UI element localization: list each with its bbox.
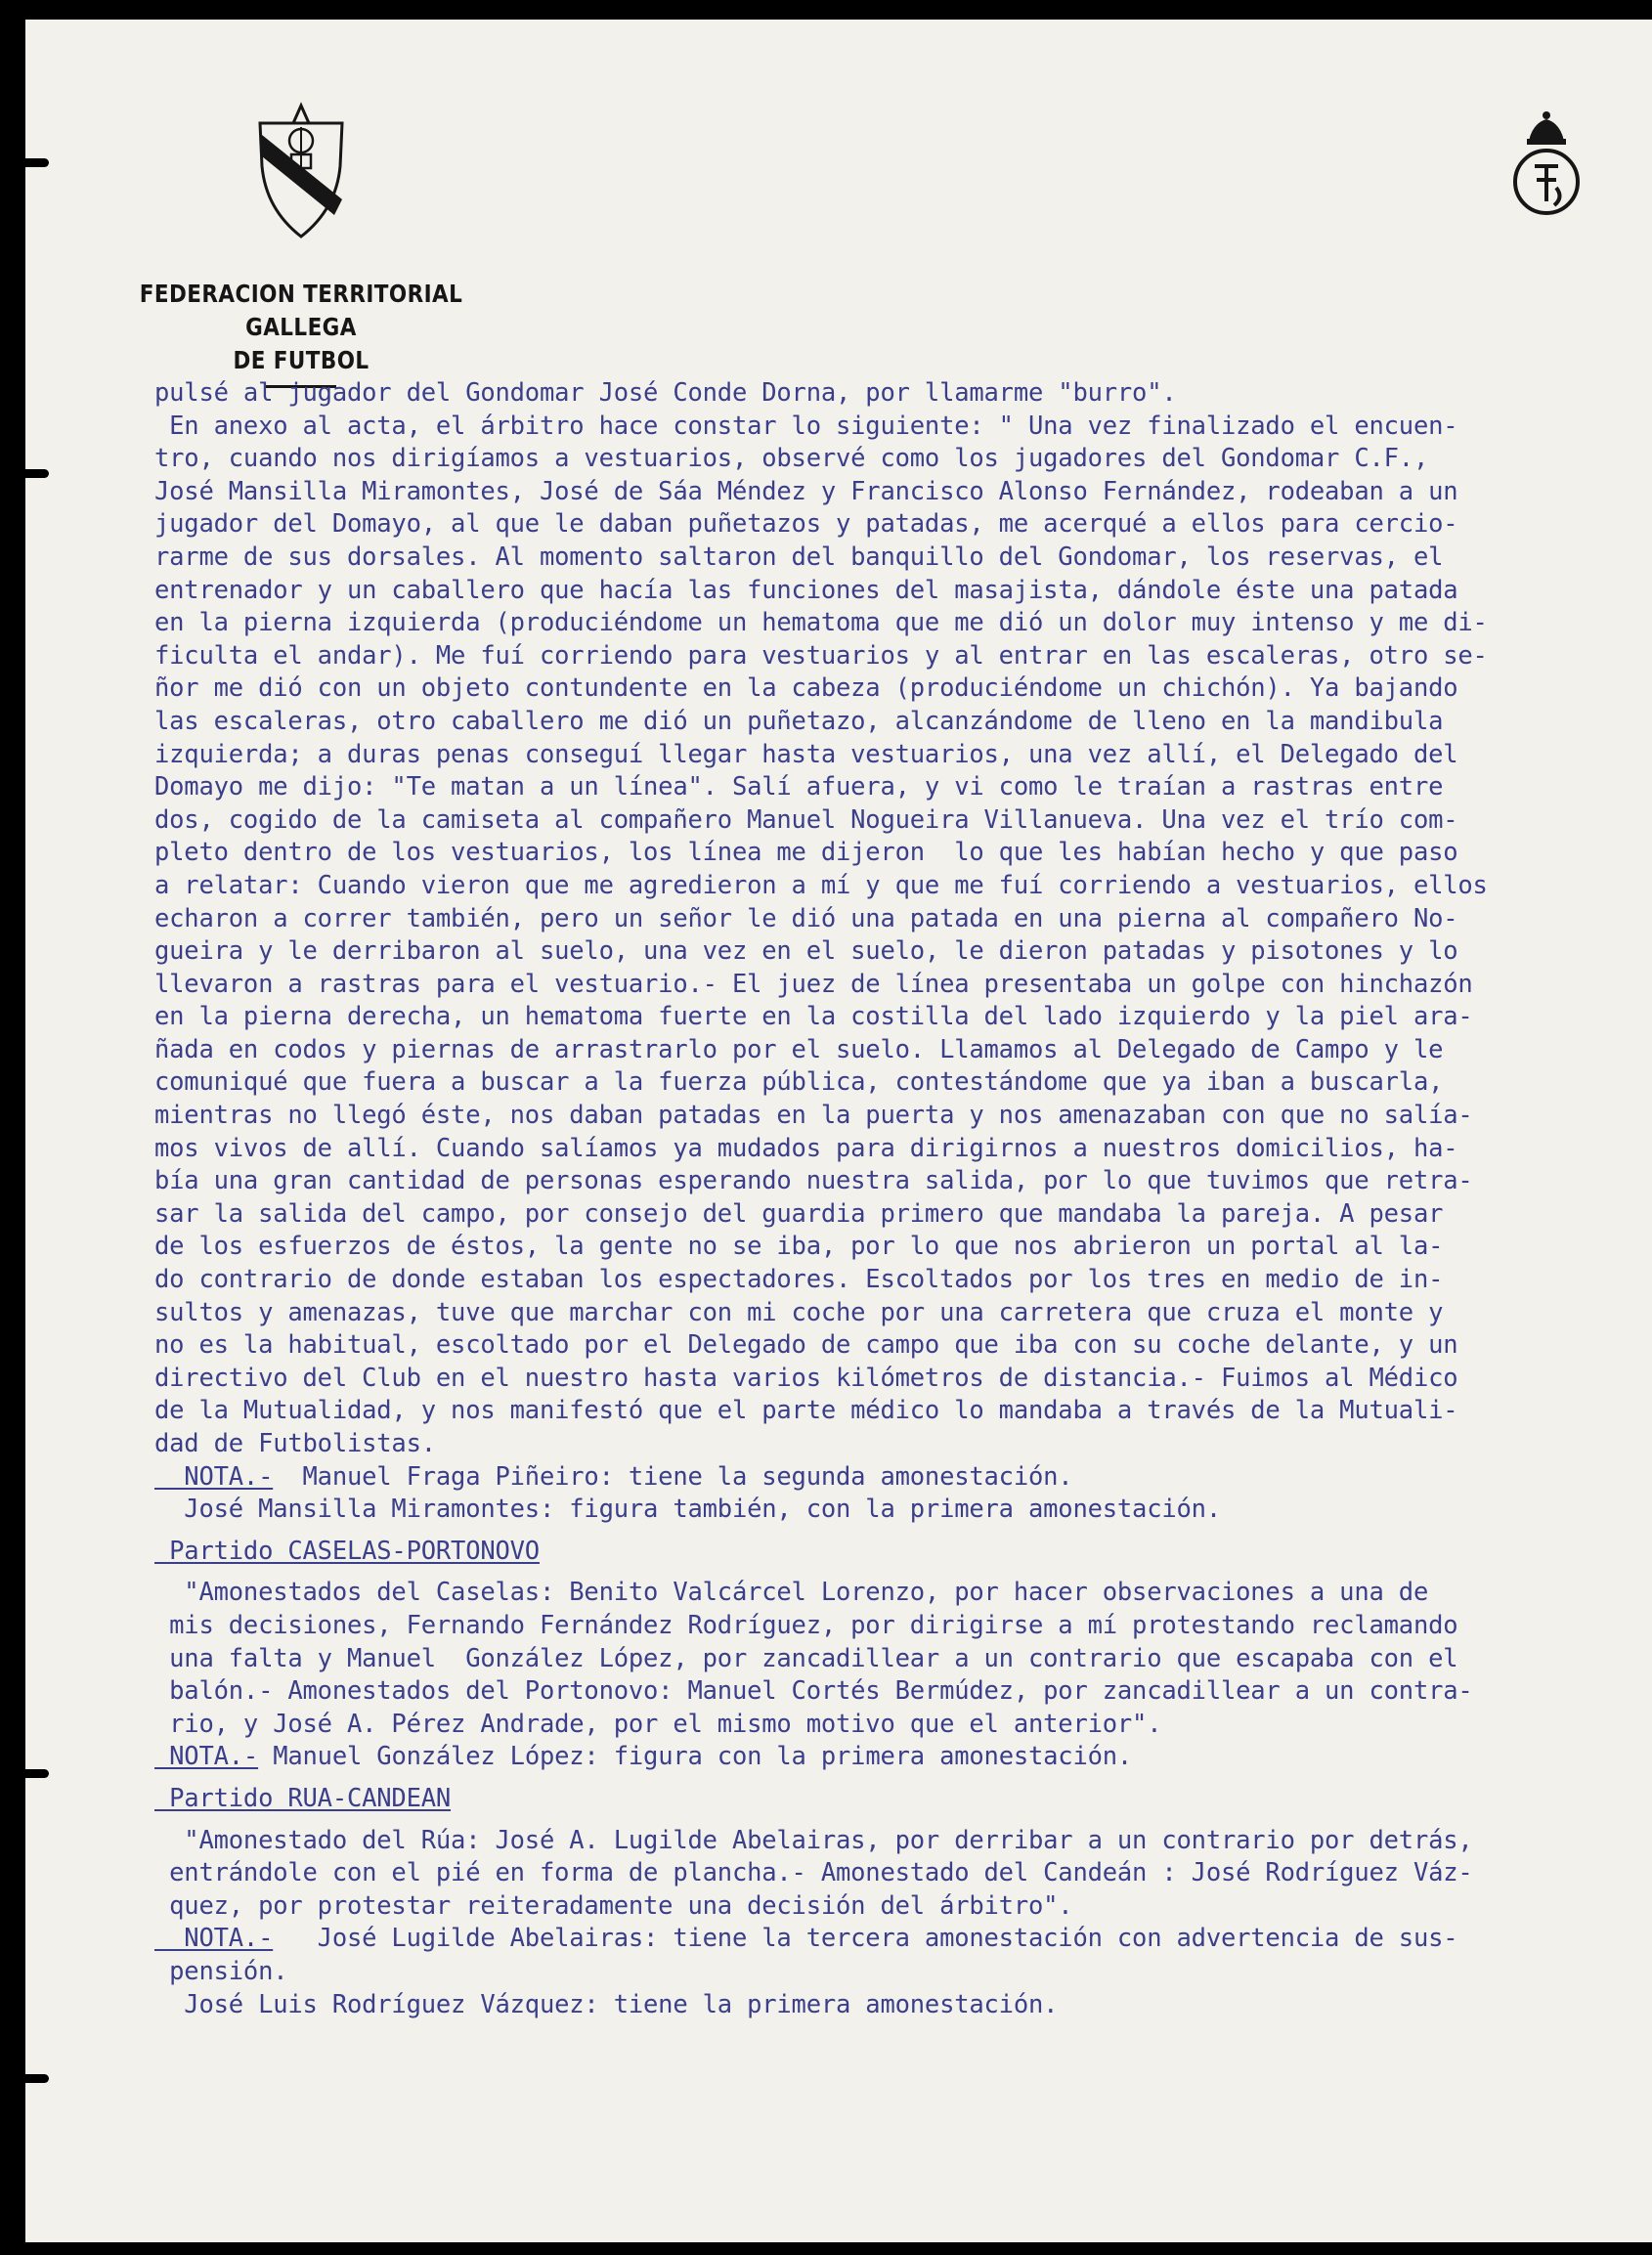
line-text: entrenador y un caballero que hacía las funciones del masajista, dándole éste una patada <box>154 575 1458 605</box>
line-text: ñor me dió con un objeto contundente en la cabeza (produciéndome un chichón). Ya bajando <box>154 673 1458 704</box>
text-line <box>154 1675 1640 1709</box>
line-text: dos, cogido de la camiseta al compañero Manuel Nogueira Villanueva. Una vez el trío com- <box>154 804 1458 835</box>
line-text: gueira y le derribaron al suelo, una vez en el suelo, le dieron patadas y pisotones y lo <box>154 936 1458 967</box>
letterhead <box>86 102 516 388</box>
line-text: José Mansilla Miramontes, José de Sáa Méndez y Francisco Alonso Fernández, rodeaban a un <box>154 476 1458 506</box>
line-text: En anexo al acta, el árbitro hace constar lo siguiente: " Una vez finalizado el encuen- <box>154 411 1458 441</box>
text-line <box>154 1643 1640 1676</box>
text-line <box>154 1989 1640 2022</box>
line-text: balón.- Amonestados del Portonovo: Manuel Cortés Bermúdez, por zancadillear a un contra- <box>154 1676 1473 1707</box>
text-line <box>154 607 1640 640</box>
crowned-emblem-icon <box>1511 108 1582 225</box>
punch-hole <box>25 1769 49 1778</box>
line-text: mientras no llegó éste, nos daban patadas en la puerta y nos amenazaban con que no salía- <box>154 1101 1473 1131</box>
text-line <box>154 1297 1640 1330</box>
text-line <box>154 969 1640 1002</box>
line-text: pulsé al jugador del Gondomar José Conde Dorna, por llamarme "burro". <box>154 378 1177 408</box>
text-line <box>154 1133 1640 1166</box>
text-line <box>154 640 1640 673</box>
line-text: entrándole con el pié en forma de plancha.- Amonestado del Candeán : José Rodríguez Váz- <box>154 1858 1473 1888</box>
text-line <box>154 1165 1640 1198</box>
nota-text: Manuel Fraga Piñeiro: tiene la segunda amonestación. <box>273 1461 1073 1492</box>
line-text: sar la salida del campo, por consejo del guardia primero que mandaba la pareja. A pesar <box>154 1198 1444 1229</box>
line-gap <box>154 1527 1640 1536</box>
line-text: comuniqué que fuera a buscar a la fuerza pública, contestándome que ya iban a buscarla, <box>154 1067 1444 1098</box>
text-line <box>154 476 1640 509</box>
nota-text: José Lugilde Abelairas: tiene la tercera amonestación con advertencia de sus- <box>273 1924 1458 1954</box>
text-line <box>154 1395 1640 1428</box>
section-heading: Partido CASELAS-PORTONOVO <box>154 1536 540 1566</box>
line-text: do contrario de donde estaban los espectadores. Escoltados por los tres en medio de in- <box>154 1265 1444 1295</box>
line-text: bía una gran cantidad de personas esperando nuestra salida, por lo que tuvimos que retra- <box>154 1166 1473 1196</box>
text-line <box>154 443 1640 476</box>
line-gap <box>154 1568 1640 1577</box>
line-text: jugador del Domayo, al que le daban puñetazos y patadas, me acerqué a ellos para cercio- <box>154 509 1458 540</box>
text-line <box>154 1264 1640 1297</box>
line-text: "Amonestado del Rúa: José A. Lugilde Abelairas, por derribar a un contrario por detrás, <box>154 1825 1473 1855</box>
line-text: a relatar: Cuando vieron que me agredieron a mí y que me fuí corriendo a vestuarios, ellos <box>154 870 1488 900</box>
line-text: de la Mutualidad, y nos manifestó que el parte médico lo mandaba a través de la Mutuali- <box>154 1396 1458 1426</box>
line-text: directivo del Club en el nuestro hasta varios kilómetros de distancia.- Fuimos al Médico <box>154 1363 1458 1393</box>
line-text: dad de Futbolistas. <box>154 1429 436 1458</box>
text-line <box>154 1536 1640 1569</box>
text-line <box>154 377 1640 411</box>
text-line <box>154 870 1640 903</box>
line-text: tro, cuando nos dirigíamos a vestuarios, observé como los jugadores del Gondomar C.F., <box>154 444 1429 474</box>
line-text: José Mansilla Miramontes: figura también, con la primera amonestación. <box>154 1495 1221 1525</box>
line-text: mis decisiones, Fernando Fernández Rodríguez, por dirigirse a mí protestando reclamando <box>154 1610 1458 1640</box>
nota-label: NOTA.- <box>154 1742 259 1772</box>
text-line <box>154 1100 1640 1133</box>
line-text: una falta y Manuel González López, por zancadillear a un contrario que escapaba con el <box>154 1643 1458 1673</box>
document-page <box>25 20 1652 2242</box>
text-line <box>154 575 1640 608</box>
punch-hole <box>25 469 49 478</box>
text-line <box>154 1825 1640 1858</box>
text-line <box>154 1001 1640 1034</box>
text-line <box>154 1198 1640 1232</box>
text-line <box>154 542 1640 575</box>
text-line <box>154 903 1640 936</box>
text-line <box>154 672 1640 706</box>
line-text: pensión. <box>154 1956 288 1986</box>
line-text: en la pierna derecha, un hematoma fuerte en la costilla del lado izquierdo y la piel ara- <box>154 1002 1473 1032</box>
line-text: quez, por protestar reiteradamente una decisión del árbitro". <box>154 1890 1073 1921</box>
line-text: llevaron a rastras para el vestuario.- El juez de línea presentaba un golpe con hinchazón <box>154 969 1473 999</box>
text-line <box>154 1066 1640 1100</box>
line-text: mos vivos de allí. Cuando salíamos ya mudados para dirigirnos a nuestros domicilios, ha- <box>154 1133 1458 1163</box>
text-line <box>154 1363 1640 1396</box>
text-line <box>154 1034 1640 1067</box>
text-line <box>154 1231 1640 1264</box>
line-text: en la pierna izquierda (produciéndome un hematoma que me dió un dolor muy intenso y me di- <box>154 608 1488 638</box>
line-text: rio, y José A. Pérez Andrade, por el mismo motivo que el anterior". <box>154 1709 1162 1739</box>
text-line <box>154 1494 1640 1527</box>
line-text: pleto dentro de los vestuarios, los línea me dijeron lo que les habían hecho y que paso <box>154 838 1458 868</box>
line-text: ficulta el andar). Me fuí corriendo para vestuarios y al entrar en las escaleras, otro se- <box>154 640 1488 671</box>
text-line <box>154 706 1640 739</box>
text-line <box>154 935 1640 969</box>
text-line <box>154 1461 1640 1495</box>
line-gap <box>154 1774 1640 1783</box>
text-line <box>154 804 1640 838</box>
text-line <box>154 1890 1640 1924</box>
line-text: "Amonestados del Caselas: Benito Valcárcel Lorenzo, por hacer observaciones a una de <box>154 1578 1429 1608</box>
section-heading: Partido RUA-CANDEAN <box>154 1783 452 1813</box>
line-text: sultos y amenazas, tuve que marchar con mi coche por una carretera que cruza el monte y <box>154 1297 1444 1327</box>
text-line <box>154 771 1640 804</box>
text-line <box>154 837 1640 870</box>
text-line <box>154 1741 1640 1774</box>
shield-crest-icon <box>254 102 348 240</box>
text-line <box>154 1783 1640 1816</box>
text-line <box>154 1923 1640 1956</box>
text-line <box>154 1857 1640 1890</box>
line-text: Domayo me dijo: "Te matan a un línea". Salí afuera, y vi como le traían a rastras entre <box>154 772 1444 802</box>
nota-label: NOTA.- <box>154 1924 274 1954</box>
line-text: rarme de sus dorsales. Al momento saltaron del banquillo del Gondomar, los reservas, el <box>154 542 1444 572</box>
line-text: echaron a correr también, pero un señor le dió una patada en una pierna al compañero No- <box>154 903 1458 933</box>
text-line <box>154 411 1640 444</box>
text-line <box>154 508 1640 542</box>
typewritten-body <box>154 377 1640 2021</box>
nota-label: NOTA.- <box>154 1461 274 1492</box>
text-line <box>154 1428 1640 1461</box>
federation-name: FEDERACION TERRITORIAL GALLEGA DE FUTBOL <box>139 280 463 374</box>
text-line <box>154 1709 1640 1742</box>
text-line <box>154 1956 1640 1989</box>
text-line <box>154 739 1640 772</box>
line-text: las escaleras, otro caballero me dió un puñetazo, alcanzándome de lleno en la mandibula <box>154 706 1444 736</box>
line-gap <box>154 1816 1640 1825</box>
punch-hole <box>25 2074 49 2083</box>
line-text: izquierda; a duras penas conseguí llegar hasta vestuarios, una vez allí, el Delegado del <box>154 739 1458 769</box>
line-text: ñada en codos y piernas de arrastrarlo por el suelo. Llamamos al Delegado de Campo y le <box>154 1034 1444 1064</box>
line-text: de los esfuerzos de éstos, la gente no se iba, por lo que nos abrieron un portal al la- <box>154 1232 1444 1262</box>
line-text: José Luis Rodríguez Vázquez: tiene la primera amonestación. <box>154 1989 1059 2019</box>
nota-text: Manuel González López: figura con la primera amonestación. <box>258 1742 1133 1772</box>
text-line <box>154 1577 1640 1610</box>
line-text: no es la habitual, escoltado por el Delegado de campo que iba con su coche delante, y un <box>154 1330 1458 1361</box>
text-line <box>154 1329 1640 1363</box>
punch-hole <box>25 158 49 167</box>
text-line <box>154 1610 1640 1643</box>
